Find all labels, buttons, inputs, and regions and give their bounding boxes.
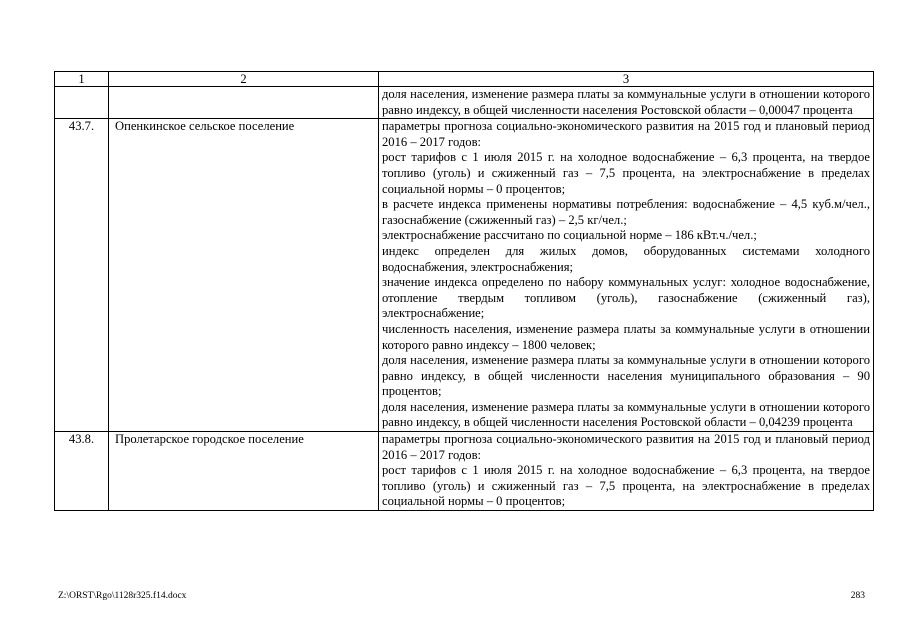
header-cell-2: 2	[109, 72, 379, 87]
row-name-cell: Пролетарское городское поселение	[109, 432, 379, 511]
header-cell-3: 3	[379, 72, 874, 87]
row-text-cell	[379, 87, 874, 119]
footer-file-path: Z:\ORST\Rgo\1128r325.f14.docx	[58, 591, 187, 601]
row-name-cell: Опенкинское сельское поселение	[109, 119, 379, 432]
data-table	[54, 71, 874, 511]
row-number-cell: 43.8.	[55, 432, 109, 511]
paragraph: индекс определен для жилых домов, оборудованных системами холодного водоснабжения, электроснабжения;	[382, 243, 870, 274]
paragraph: параметры прогноза социально-экономического развития на 2015 год и плановый период 2016 – 2017 годов:	[382, 119, 870, 149]
row-name-cell	[109, 87, 379, 119]
paragraph: рост тарифов с 1 июля 2015 г. на холодное водоснабжение – 6,3 процента, на твердое топливо (уголь) и сжиженный газ – 7,5 процента, на электроснабжение в пределах социальной нормы – 0 процентов;	[382, 150, 870, 196]
table-row	[55, 432, 874, 511]
paragraph: доля населения, изменение размера платы за коммунальные услуги в отношении которого равно индексу, в общей численности населения Ростовской области – 0,00047 процента	[382, 87, 870, 117]
footer-page-number: 283	[850, 591, 865, 601]
row-number-cell	[55, 87, 109, 119]
header-cell-1: 1	[55, 72, 109, 87]
row-text-cell	[379, 119, 874, 432]
table-row	[55, 119, 874, 432]
paragraph: доля населения, изменение размера платы за коммунальные услуги в отношении которого равно индексу, в общей численности населения муниципального образования – 90 процентов;	[382, 353, 870, 399]
paragraph: значение индекса определено по набору коммунальных услуг: холодное водоснабжение, отопление твердым топливом (уголь), газоснабжение (сжиженный газ), электроснабжение;	[382, 275, 870, 321]
paragraph: рост тарифов с 1 июля 2015 г. на холодное водоснабжение – 6,3 процента, на твердое топливо (уголь) и сжиженный газ – 7,5 процента, на электроснабжение в пределах социальной нормы – 0 процентов;	[382, 463, 870, 509]
paragraph: параметры прогноза социально-экономического развития на 2015 год и плановый период 2016 – 2017 годов:	[382, 432, 870, 462]
paragraph: доля населения, изменение размера платы за коммунальные услуги в отношении которого равно индексу, в общей численности населения Ростовской области – 0,04239 процента	[382, 399, 870, 430]
table-header-row	[55, 72, 874, 87]
paragraph: в расчете индекса применены нормативы потребления: водоснабжение – 4,5 куб.м/чел., газоснабжение (сжиженный газ) – 2,5 кг/чел.;	[382, 197, 870, 227]
row-number-cell: 43.7.	[55, 119, 109, 432]
paragraph: численность населения, изменение размера платы за коммунальные услуги в отношении которого равно индексу – 1800 человек;	[382, 321, 870, 352]
row-text-cell	[379, 432, 874, 511]
table-row-continuation	[55, 87, 874, 119]
paragraph: электроснабжение рассчитано по социальной норме – 186 кВт.ч./чел.;	[382, 228, 757, 243]
